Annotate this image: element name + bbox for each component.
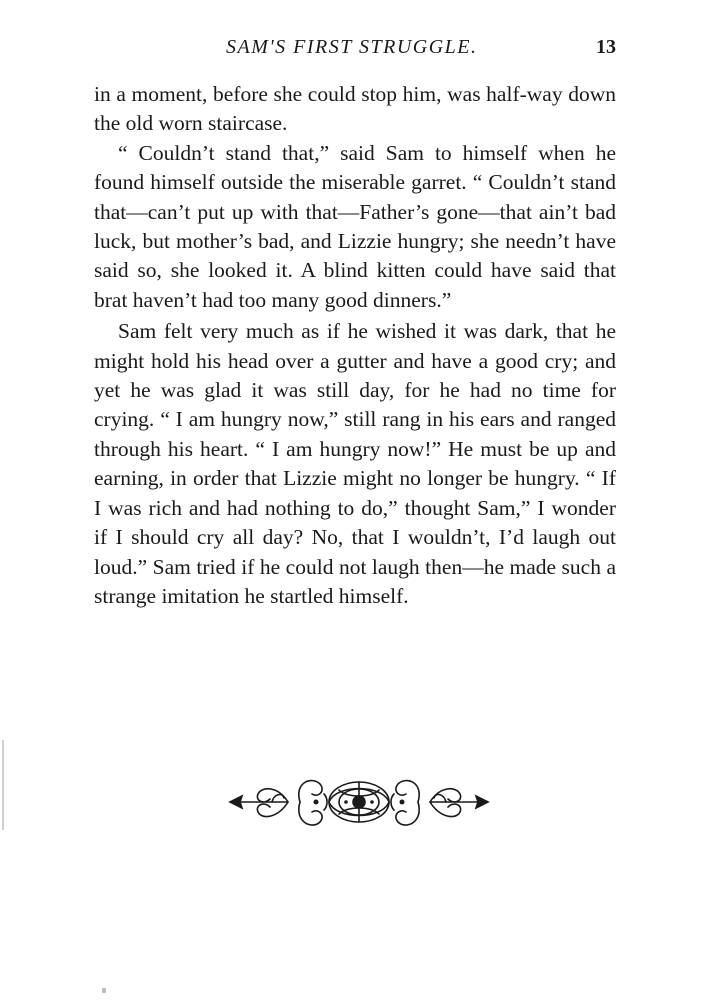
paragraph-continuation: in a moment, before she could stop him, was half-way down the old worn staircase. [94, 82, 616, 136]
page-number: 13 [596, 36, 616, 58]
paper-speck [102, 988, 106, 993]
body-text [94, 80, 616, 611]
paragraph-sam-speech: “ Couldn’t stand that,” said Sam to himself when he found himself outside the miserable garret. “ Couldn’t stand that—can’t put up with that—Father’s gone—that ain’t bad luck, but mother’s bad, and Lizzie hungry; she needn’t have said so, she looked it. A blind kitten could have said that brat haven’t had too many good dinners.” [94, 140, 616, 312]
paragraph-sam-thoughts: Sam felt very much as if he wished it was dark, that he might hold his head over a gutter and have a good cry; and yet he was glad it was still day, for he had no time for crying. “ I am hungry now,” still rang in his ears and ranged through his heart. “ I am hungry now!” He must be up and earning, in order that Lizzie might no longer be hungry. “ If I was rich and had nothing to do,” thought Sam,” I wonder if I should cry all day? No, that I wouldn’t, I’d laugh out loud.” Sam tried if he could not laugh then—he made such a strange imitation he startled himself. [94, 319, 616, 608]
floral-vignette-icon [228, 772, 490, 836]
margin-scan-line [2, 740, 4, 830]
running-head [96, 36, 616, 64]
running-title: SAM'S FIRST STRUGGLE. [226, 36, 478, 58]
